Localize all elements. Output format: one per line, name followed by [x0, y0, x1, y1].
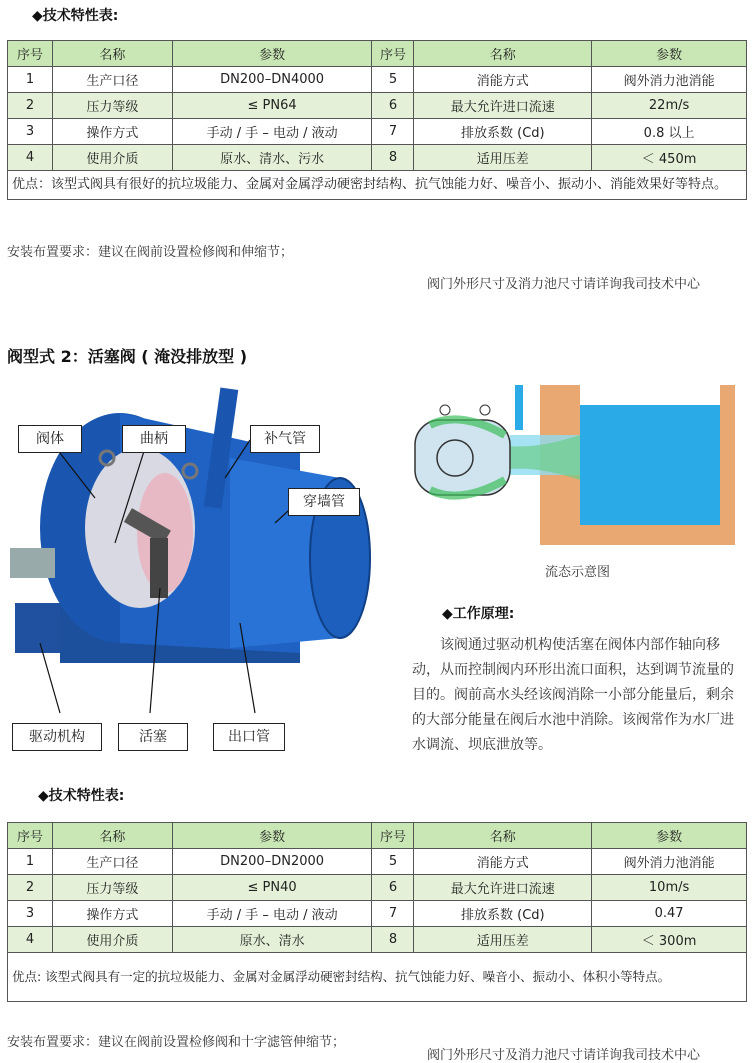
table-cell: ≤ PN40 — [172, 875, 372, 901]
table-cell: 8 — [372, 145, 414, 171]
tech-table-title-2: ◆技术特性表: — [38, 788, 125, 804]
header-cell: 参数 — [172, 823, 372, 849]
table-cell: 使用介质 — [52, 927, 172, 953]
table-cell: 适用压差 — [414, 145, 592, 171]
table-cell: 阀外消力池消能 — [592, 849, 747, 875]
table-cell: 阀外消力池消能 — [592, 67, 747, 93]
header-cell: 序号 — [8, 41, 53, 67]
advantages-note: 优点：该型式阀具有很好的抗垃圾能力、金属对金属浮动硬密封结构、抗气蚀能力好、噪音小、振动小、消能效果好等特点。 — [8, 171, 747, 200]
table-cell: 4 — [8, 927, 53, 953]
tech-spec-table-1 — [7, 40, 747, 200]
table-cell: 1 — [8, 849, 53, 875]
header-cell: 参数 — [172, 41, 372, 67]
header-cell: 名称 — [52, 41, 172, 67]
install-requirement-2: 安装布置要求：建议在阀前设置检修阀和十字滤管伸缩节； — [7, 1035, 346, 1050]
table-cell: ≤ PN64 — [172, 93, 372, 119]
table-cell: 压力等级 — [52, 93, 172, 119]
table-cell: 6 — [372, 93, 414, 119]
lifting-eye — [440, 405, 450, 415]
header-cell: 序号 — [8, 823, 53, 849]
callout-air-pipe: 补气管 — [250, 425, 320, 453]
table-cell: 2 — [8, 93, 53, 119]
inlet-flange — [15, 603, 60, 653]
table-row — [8, 849, 747, 875]
table-row — [8, 875, 747, 901]
table-cell: 操作方式 — [52, 119, 172, 145]
table-cell: 原水、清水 — [172, 927, 372, 953]
table-cell: DN200–DN4000 — [172, 67, 372, 93]
table-cell: 5 — [372, 849, 414, 875]
header-cell: 参数 — [592, 41, 747, 67]
table-note-row — [8, 171, 747, 200]
table-cell: 8 — [372, 927, 414, 953]
table-header-row — [8, 823, 747, 849]
table-cell: 5 — [372, 67, 414, 93]
consult-note-1: 阀门外形尺寸及消力池尺寸请详询我司技术中心 — [427, 277, 701, 292]
table-cell: 7 — [372, 901, 414, 927]
table-cell: 适用压差 — [414, 927, 592, 953]
table-cell: 最大允许进口流速 — [414, 875, 592, 901]
table-row — [8, 901, 747, 927]
table-cell: ＜ 300m — [592, 927, 747, 953]
flow-diagram-caption: 流态示意图 — [545, 565, 611, 580]
consult-note-2: 阀门外形尺寸及消力池尺寸请详询我司技术中心 — [427, 1048, 701, 1063]
basin-water — [580, 405, 720, 525]
valve-type-heading: 阀型式 2：活塞阀 ( 淹没排放型 ) — [7, 347, 248, 366]
table-cell: 22m/s — [592, 93, 747, 119]
table-cell: 生产口径 — [52, 67, 172, 93]
table-row — [8, 927, 747, 953]
table-cell: 手动 / 手 – 电动 / 液动 — [172, 119, 372, 145]
table-cell: 压力等级 — [52, 875, 172, 901]
callout-outlet-pipe: 出口管 — [213, 723, 285, 751]
callout-valve-body: 阀体 — [18, 425, 82, 453]
header-cell: 名称 — [414, 823, 592, 849]
table-cell: 10m/s — [592, 875, 747, 901]
table-cell: 3 — [8, 901, 53, 927]
install-requirement-1: 安装布置要求：建议在阀前设置检修阀和伸缩节； — [7, 245, 294, 260]
table-cell: ＜ 450m — [592, 145, 747, 171]
header-cell: 名称 — [52, 823, 172, 849]
table-row — [8, 93, 747, 119]
header-cell: 序号 — [372, 823, 414, 849]
lifting-eye — [480, 405, 490, 415]
table-cell: 7 — [372, 119, 414, 145]
table-cell: 6 — [372, 875, 414, 901]
header-cell: 名称 — [414, 41, 592, 67]
table-cell: 排放系数 (Cd) — [414, 901, 592, 927]
table-cell: 最大允许进口流速 — [414, 93, 592, 119]
table-row — [8, 119, 747, 145]
table-cell: 手动 / 手 – 电动 / 液动 — [172, 901, 372, 927]
callout-piston: 活塞 — [118, 723, 188, 751]
table-cell: 生产口径 — [52, 849, 172, 875]
table-cell: 操作方式 — [52, 901, 172, 927]
basin-top — [580, 385, 720, 405]
advantages-note: 优点: 该型式阀具有一定的抗垃圾能力、金属对金属浮动硬密封结构、抗气蚀能力好、噪音小、振动小、体积小等特点。 — [8, 953, 747, 1002]
table-row — [8, 67, 747, 93]
table-cell: 2 — [8, 875, 53, 901]
tech-table-title-1: ◆技术特性表: — [32, 8, 119, 24]
principle-title: ◆工作原理: — [442, 606, 515, 622]
callout-drive-mechanism: 驱动机构 — [12, 723, 102, 751]
table-cell: 0.47 — [592, 901, 747, 927]
table-header-row — [8, 41, 747, 67]
table-cell: 排放系数 (Cd) — [414, 119, 592, 145]
table-row — [8, 145, 747, 171]
piston-rod — [150, 538, 168, 598]
table-cell: 使用介质 — [52, 145, 172, 171]
table-cell: 0.8 以上 — [592, 119, 747, 145]
drive-gearbox — [10, 548, 55, 578]
table-cell: 1 — [8, 67, 53, 93]
header-cell: 参数 — [592, 823, 747, 849]
header-cell: 序号 — [372, 41, 414, 67]
flow-pattern-diagram — [410, 380, 750, 555]
callout-wall-pipe: 穿墙管 — [288, 488, 360, 516]
vent-pipe — [515, 385, 523, 430]
tech-spec-table-2 — [7, 822, 747, 1002]
table-cell: 原水、清水、污水 — [172, 145, 372, 171]
callout-crank: 曲柄 — [122, 425, 186, 453]
table-note-row — [8, 953, 747, 1002]
table-cell: 3 — [8, 119, 53, 145]
principle-text: 该阀通过驱动机构使活塞在阀体内部作轴向移动，从而控制阀内环形出流口面积，达到调节流量的目的。阀前高水头经该阀消除一小部分能量后，剩余的大部分能量在阀后水池中消除。该阀常作为水厂进水调流、坝底泄放等。 — [412, 637, 734, 753]
table-cell: 消能方式 — [414, 849, 592, 875]
table-cell: DN200–DN2000 — [172, 849, 372, 875]
table-cell: 4 — [8, 145, 53, 171]
table-cell: 消能方式 — [414, 67, 592, 93]
